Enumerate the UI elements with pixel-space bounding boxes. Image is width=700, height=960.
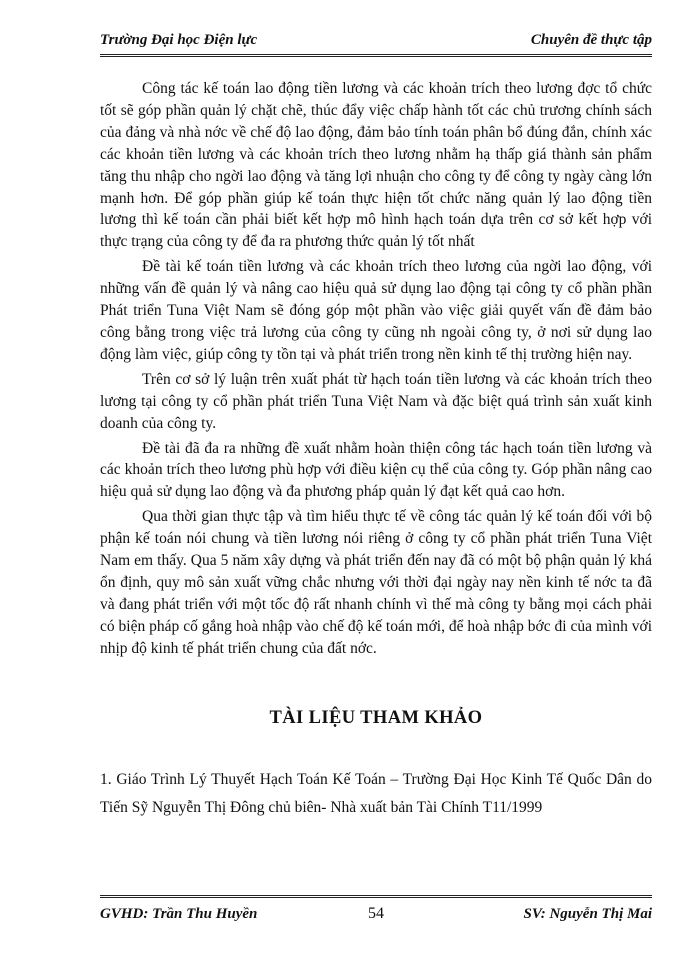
reference-item: 1. Giáo Trình Lý Thuyết Hạch Toán Kế Toán – Trường Đại Học Kinh Tế Quốc Dân do Tiến Sỹ Nguyễn Thị Đông chủ biên- Nhà xuất bản Tài Chính T11/1999 [100,771,652,816]
references-heading: TÀI LIỆU THAM KHẢO [269,708,483,728]
paragraph-2: Đề tài kế toán tiền lương và các khoản trích theo lương của ngời lao động, với những vấn đề quản lý và nâng cao hiệu quả sử dụng lao động tại công ty cổ phần phần Phát triển Tuna Việt Nam sẽ đóng góp một phần vào việc giải quyết vấn đề đảm bảo công bằng trong việc trả lương của công ty cũng nh ngoài công ty, ở nơi sử dụng lao động làm việc, giúp công ty tồn tại và phát triển trong nền kinh tế thị trường hiện nay. [100,258,652,363]
footer-supervisor: GVHD: Trần Thu Huyền [100,906,258,922]
header-report-type: Chuyên đề thực tập [530,32,652,48]
references-list [100,766,652,822]
footer-student: SV: Nguyễn Thị Mai [523,906,652,922]
page-header [100,28,652,57]
paragraph-3: Trên cơ sở lý luận trên xuất phát từ hạch toán tiền lương và các khoản trích theo lương tại công ty cổ phần phát triển Tuna Việt Nam và đặc biệt quá trình sản xuất kinh doanh của công ty. [100,370,652,432]
paragraph-4: Đề tài đã đa ra những đề xuất nhằm hoàn thiện công tác hạch toán tiền lương và các khoản trích theo lương phù hợp với điều kiện cụ thể của công ty. Góp phần nâng cao hiệu quả sử dụng lao động và đa phương pháp quản lý đạt kết quả cao hơn. [100,439,652,501]
paragraph-1: Công tác kế toán lao động tiền lương và các khoản trích theo lương đợc tổ chức tốt sẽ góp phần quản lý chặt chẽ, thúc đẩy việc chấp hành tốt các chủ trương chính sách của đảng và nhà nớc về chế độ lao động, đảm bảo tính toán phân bổ đúng đắn, chính xác các khoản tiền lương và các khoản trích theo lương nhằm hạ thấp giá thành sản phẩm tăng thu nhập cho ngời lao động và tăng lợi nhuận cho công ty để công ty ngày càng lớn mạnh hơn. Để góp phần giúp kế toán thực hiện tốt chức năng quản lý lao động tiền lương thì kế toán cần phải biết kết hợp mô hình hạch toán dựa trên cơ sở kết hợp với thực trạng của công ty để đa ra phương thức quản lý tốt nhất [100,80,652,251]
page-footer [100,895,652,928]
body-text [100,78,652,660]
paragraph-5: Qua thời gian thực tập và tìm hiểu thực tế về công tác quản lý kế toán đối với bộ phận kế toán nói chung và tiền lương nói riêng ở công ty cổ phần phát triển Tuna Việt Nam em thấy. Qua 5 năm xây dựng và phát triển đến nay đã có một bộ phận quản lý khá ổn định, quy mô sản xuất vững chắc nhưng với thời đại ngày nay nền kinh tế nớc ta đã và đang phát triển với một tốc độ rất nhanh chính vì thế mà công ty bằng mọi cách phải có biện pháp cố gắng hoà nhập vào chế độ kế toán mới, để hoà nhập bớc đi của mình với nhịp độ kinh tế phát triển chung của đất nớc. [100,508,652,657]
header-university: Trường Đại học Điện lực [100,32,258,48]
page-number: 54 [368,905,384,922]
